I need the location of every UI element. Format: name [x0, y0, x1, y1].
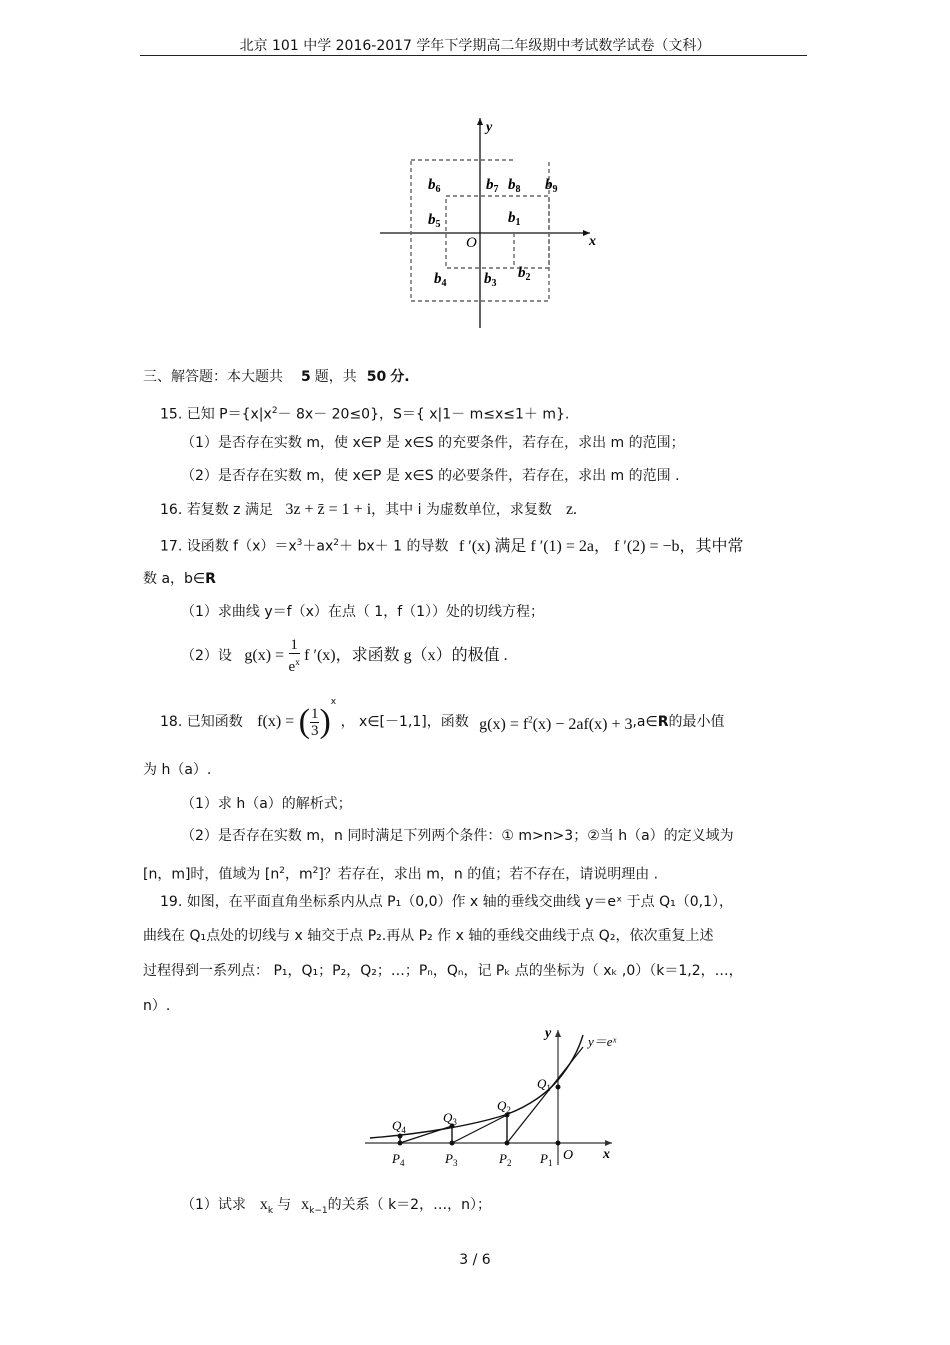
region-label-b7: $b_7$ [486, 177, 499, 195]
region-label-b5: $b_5$ [428, 212, 441, 230]
region-label-b6: $b_6$ [428, 177, 441, 195]
point-label-P1: $P_1$ [540, 1151, 553, 1168]
q15-part2: （2）是否存在实数 m，使 x∈P 是 x∈S 的必要条件，若存在，求出 m 的范围 . [181, 468, 680, 484]
figure-tangent-diagram [360, 1020, 620, 1175]
point-label-Q4: $Q_4$ [392, 1118, 406, 1135]
q19-line2: 曲线在 Q₁点处的切线与 x 轴交于点 P₂.再从 P₂ 作 x 轴的垂线交曲线于点 Q₂，依次重复上述 [143, 928, 714, 944]
q17-part1: （1）求曲线 y＝f（x）在点（ 1，f（1））处的切线方程； [181, 604, 545, 620]
q19-line1: 19. 如图，在平面直角坐标系内从点 P₁（0,0）作 x 轴的垂线交曲线 y＝eˣ 于点 Q₁（0,1）， [160, 894, 734, 910]
region-label-b9: $b_9$ [545, 177, 558, 195]
q17-stem: 17. 设函数 $f(x)=x^3+ax^2+ bx+ 1$ 的导数 f ′(x) 满足 f ′(1) = 2a， f ′(2) = −b，其中常 [160, 537, 744, 555]
fig2-axis-x: x [603, 1147, 610, 1162]
header-rule [140, 55, 807, 56]
axis-x-label: x [589, 234, 596, 249]
region-label-b1: $b_1$ [508, 210, 521, 228]
q18-part2: （2）是否存在实数 m，n 同时满足下列两个条件：① m>n>3；②当 h（a）的定义域为 [181, 828, 734, 844]
q15-part1: （1）是否存在实数 m，使 x∈P 是 x∈S 的充要条件，若存在，求出 m 的范围； [181, 435, 685, 451]
figure-regions-diagram [370, 110, 610, 335]
q18-part2-line2: [n，m]时，值域为 [$n^2$，$m^2$]？若存在，求出 m，n 的值；若不存在，请说明理由 . [143, 866, 659, 883]
region-label-b4: $b_4$ [434, 271, 447, 289]
region-label-b2: $b_2$ [518, 265, 531, 283]
section-3-heading: 三、解答题：本大题共 5 题，共 50 分. [143, 369, 410, 385]
q15-stem: 15. 已知 $P=\{x|x^2- 8x- 20\le 0\}$，S＝{ x|1－ m≤x≤1＋ m}. [160, 406, 570, 423]
q19-line3: 过程得到一系列点： P₁，Q₁；P₂，Q₂；…；Pₙ，Qₙ，记 Pₖ 点的坐标为（ xₖ ,0）（k＝1,2，…， [143, 963, 743, 979]
q19-line4: n）. [143, 998, 171, 1014]
region-label-b3: $b_3$ [484, 271, 497, 289]
q18-stem: 18. 已知函数 f(x) = ( $\frac{1}{3}$ )$^x$ ， x∈[－1,1]，函数 $g(x) = f^2(x) - 2af(x)$ + 3,a∈R的最小值 [160, 697, 725, 740]
q19-part1: （1）试求 $x_k$ 与 $x_{k-1}$的关系（ k＝2，…，n）； [181, 1196, 491, 1216]
point-label-P2: $P_2$ [499, 1151, 512, 1168]
point-label-Q1: $Q_1$ [537, 1076, 551, 1093]
q18-stem-line2: 为 h（a）. [143, 762, 212, 778]
page-number: 3 / 6 [459, 1252, 491, 1268]
fig2-origin: O [563, 1148, 574, 1163]
axis-y-label: y [486, 120, 493, 135]
region-label-b8: $b_8$ [508, 177, 521, 195]
fig2-curve-label: y＝eˣ [588, 1034, 617, 1049]
point-label-Q3: $Q_3$ [443, 1110, 457, 1127]
page-header: 北京 101 中学 2016-2017 学年下学期高二年级期中考试数学试卷（文科） [239, 38, 711, 54]
fig2-axis-y: y [545, 1026, 552, 1041]
q17-part2: （2）设 g(x) = $\frac{1}{e^x}$ f ′(x)，求函数 g（x）的极值 . [181, 637, 508, 675]
point-label-P4: $P_4$ [392, 1151, 405, 1168]
q16: 16. 若复数 z 满足 3z + z̄ = 1 + i，其中 i 为虚数单位，求复数 z. [160, 501, 578, 518]
origin-label: O [466, 235, 477, 251]
q18-part1: （1）求 h（a）的解析式； [181, 796, 352, 812]
point-label-Q2: $Q_2$ [497, 1098, 511, 1115]
point-label-P3: $P_3$ [445, 1151, 458, 1168]
q17-stem-line2: 数 a，b∈R [143, 571, 216, 587]
